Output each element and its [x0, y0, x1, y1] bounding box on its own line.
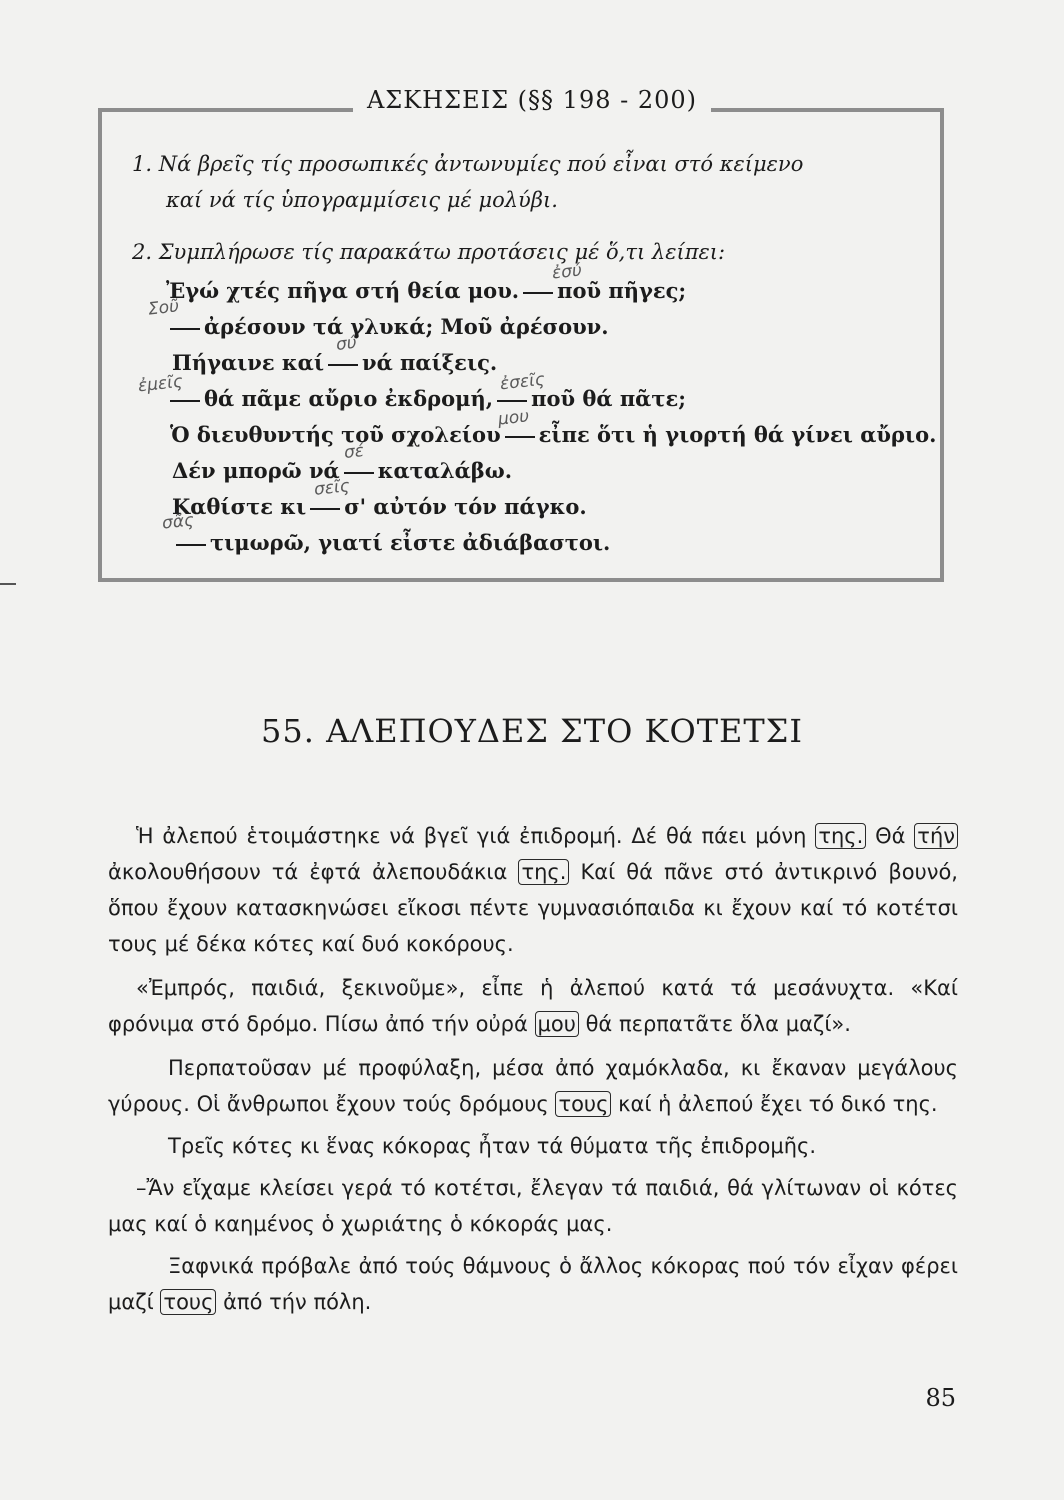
handwritten-answer: σεῖς [313, 476, 351, 500]
blank [523, 290, 553, 294]
handwritten-answer: ἐμεῖς [137, 371, 184, 397]
exercises-heading: ΑΣΚΗΣΕΙΣ (§§ 198 - 200) [353, 86, 711, 114]
sentence-2-text: ἀρέσουν τά γλυκά; Μοῦ ἀρέσουν. [204, 314, 609, 339]
sentence-4-start: θά πᾶμε αὔριο ἐκδρομή, [204, 386, 494, 411]
p2-text-b: θά περπατᾶτε ὅλα μαζί». [585, 1012, 851, 1036]
sentence-6-start: Δέν μπορῶ νά [172, 458, 340, 483]
handwritten-answer: ἐσεῖς [499, 369, 546, 395]
blank [328, 362, 358, 366]
task2-instruction: 2. Συμπλήρωσε τίς παρακάτω προτάσεις μέ ὅ,τι λείπει: [132, 240, 726, 264]
p2-text-a: «Ἐμπρός, παιδιά, ξεκινοῦμε», εἶπε ἡ ἀλεπού κατά τά μεσάνυχτα. «Καί φρόνιμα στό δρόμο. Πίσω ἀπό τήν οὐρά [108, 976, 958, 1036]
p3-text-a: Περπατοῦσαν μέ προφύλαξη, μέσα ἀπό χαμόκλαδα, κι ἔκαναν μεγάλους γύρους. Οἱ ἄνθρωποι ἔχουν τούς δρόμους [108, 1056, 958, 1116]
sentence-6-end: καταλάβω. [377, 458, 513, 483]
sentence-4-end: ποῦ θά πᾶτε; [531, 386, 686, 411]
sentence-3 [172, 350, 497, 375]
p3-text-b: καί ἡ ἀλεπού ἔχει τό δικό της. [618, 1092, 938, 1116]
task1-line2: καί νά τίς ὑπογραμμίσεις μέ μολύβι. [166, 188, 558, 212]
page-number: 85 [925, 1384, 956, 1412]
page-edge-mark [0, 583, 16, 585]
story-title: 55. ΑΛΕΠΟΥΔΕΣ ΣΤΟ ΚΟΤΕΤΣΙ [261, 712, 803, 750]
blank [176, 542, 206, 546]
sentence-2 [166, 314, 609, 339]
task1-line1: 1. Νά βρεῖς τίς προσωπικές ἀντωνυμίες πού εἶναι στό κείμενο [132, 152, 804, 176]
sentence-5-start: Ὁ διευθυντής τοῦ σχολείου [170, 422, 501, 447]
paragraph-3 [108, 1050, 958, 1122]
paragraph-5: –Ἄν εἴχαμε κλείσει γερά τό κοτέτσι, ἔλεγαν τά παιδιά, θά γλίτωναν οἱ κότες μας καί ὁ καημένος ὁ χωριάτης ὁ κόκοράς μας. [108, 1176, 958, 1236]
sentence-8 [172, 530, 610, 555]
sentence-1 [166, 278, 686, 303]
sentence-3-end: νά παίξεις. [362, 350, 498, 375]
sentence-7 [172, 494, 587, 519]
sentence-3-start: Πήγαινε καί [172, 350, 324, 375]
paragraph-2 [108, 970, 958, 1042]
paragraph-4: Τρεῖς κότες κι ἕνας κόκορας ἦταν τά θύματα τῆς ἐπιδρομῆς. [168, 1134, 817, 1158]
paragraph-1 [108, 818, 958, 962]
blank [505, 434, 535, 438]
sentence-4 [166, 386, 686, 411]
handwritten-answer: μου [497, 406, 531, 430]
sentence-1-start: Ἐγώ χτές πῆγα στή θεία μου. [166, 278, 520, 303]
p1-text-d: ἀκολουθήσουν τά ἐφτά ἀλεπουδάκια [108, 860, 508, 884]
blank [344, 470, 374, 474]
sentence-5-end: εἶπε ὅτι ἡ γιορτή θά γίνει αὔριο. [538, 422, 937, 447]
handwritten-answer: σᾶς [161, 510, 195, 534]
circled-pronoun: τήν [914, 823, 958, 849]
handwritten-answer: σύ [335, 332, 358, 356]
handwritten-answer: ἐσύ [551, 260, 583, 284]
circled-pronoun: της. [815, 823, 866, 849]
circled-pronoun: της. [518, 859, 569, 885]
blank [170, 326, 200, 330]
sentence-5 [170, 422, 936, 447]
blank [497, 398, 527, 402]
sentence-7-start: Καθίστε κι [172, 494, 307, 519]
p1-text-a: Ἡ ἀλεπού ἑτοιμάστηκε νά βγεῖ γιά ἐπιδρομή. Δέ θά πάει μόνη [136, 824, 807, 848]
circled-pronoun: τους [160, 1289, 216, 1315]
circled-pronoun: τους [555, 1091, 611, 1117]
handwritten-answer: Σοῦ [147, 296, 180, 320]
sentence-8-text: τιμωρῶ, γιατί εἶστε ἀδιάβαστοι. [210, 530, 611, 555]
handwritten-answer: σέ [343, 441, 365, 463]
sentence-1-end: ποῦ πῆγες; [557, 278, 687, 303]
story-body [108, 818, 958, 1320]
p6-text-b: ἀπό τήν πόλη. [223, 1290, 372, 1314]
blank [170, 398, 200, 402]
p6-text-a: Ξαφνικά πρόβαλε ἀπό τούς θάμνους ὁ ἄλλος κόκορας πού τόν εἶχαν φέρει μαζί [108, 1254, 958, 1314]
p1-text-b: Θά [875, 824, 906, 848]
sentence-7-end: σ' αὐτόν τόν πάγκο. [344, 494, 587, 519]
circled-pronoun: μου [535, 1011, 579, 1037]
paragraph-6 [108, 1248, 958, 1320]
p1-text-e: Καί θά πᾶνε στό ἀντικρινό βουνό, ὅπου ἔχουν κατασκηνώσει εἴκοσι πέντε γυμνασιόπαιδα κι ἔχουν καί τό κοτέτσι τους μέ δέκα κότες καί δυό κοκόρους. [108, 860, 958, 956]
blank [310, 506, 340, 510]
